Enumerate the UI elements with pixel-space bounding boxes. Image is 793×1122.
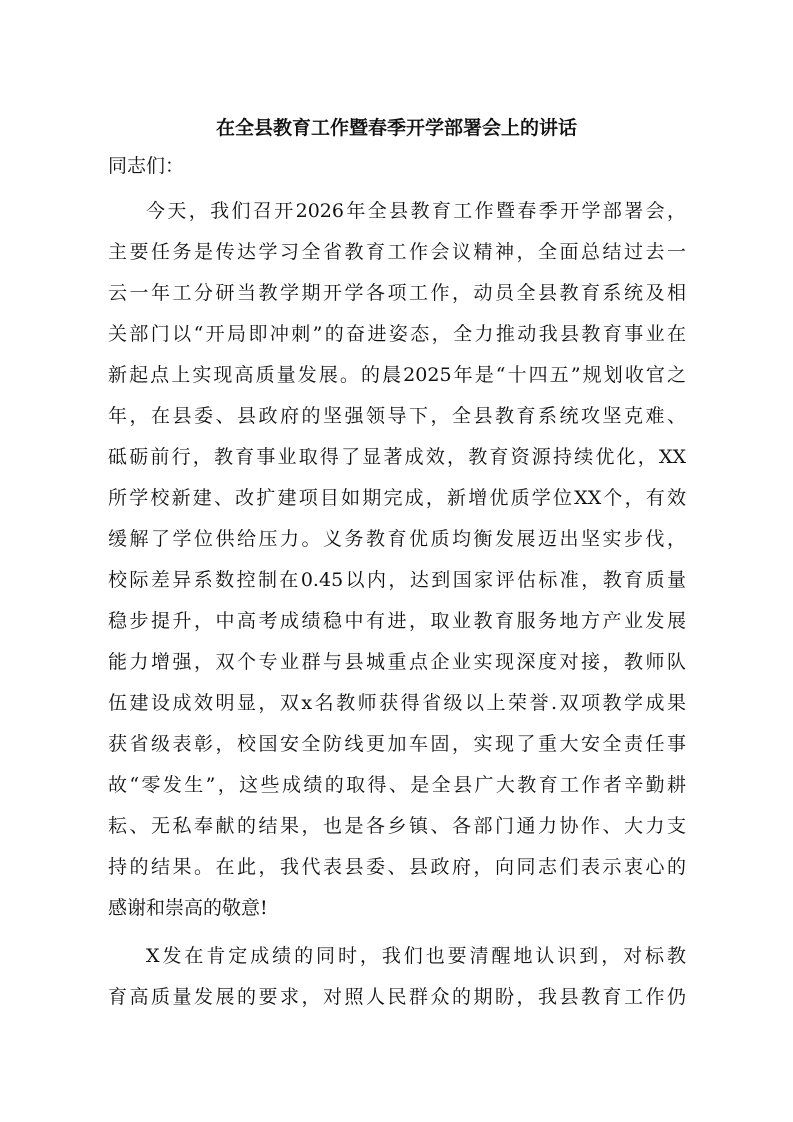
paragraph-line: 年，在县委、县政府的坚强领导下，全县教育系统攻坚克难、 <box>108 405 686 427</box>
paragraph-line: 所学校新建、改扩建项目如期完成，新增优质学位XX个，有效 <box>108 487 686 509</box>
paragraph-line: 关部门以“开局即冲刺”的奋进姿态，全力推动我县教育事业在 <box>108 323 686 345</box>
salutation: 同志们： <box>108 155 185 177</box>
document-title: 在全县教育工作暨春季开学部署会上的讲话 <box>215 117 577 139</box>
paragraph-line: 伍建设成效明显，双x名教师获得省级以上荣誉.双项教学成果 <box>108 692 686 714</box>
paragraph-line: 耘、无私奉献的结果，也是各乡镇、各部门通力协作、大力支 <box>108 815 686 837</box>
paragraph-line: X发在肯定成绩的同时，我们也要清醒地认识到，对标教 <box>146 945 686 967</box>
paragraph-line: 新起点上实现高质量发展。的晨2025年是“十四五”规划收官之 <box>108 364 686 386</box>
paragraph-line: 感谢和崇高的敬意! <box>108 897 268 919</box>
paragraph-line: 持的结果。在此，我代表县委、县政府，向同志们表示衷心的 <box>108 856 686 878</box>
paragraph-line: 今天，我们召开2026年全县教育工作暨春季开学部署会， <box>146 200 686 222</box>
paragraph-line: 稳步提升，中高考成绩稳中有进，取业教育服务地方产业发展 <box>108 610 686 632</box>
paragraph-line: 获省级表彰，校国安全防线更加车固，实现了重大安全责任事 <box>108 733 686 755</box>
paragraph-line: 缓解了学位供给压力。义务教育优质均衡发展迈出坚实步伐， <box>108 528 686 550</box>
paragraph-line: 主要任务是传达学习全省教育工作会议精神，全面总结过去一 <box>108 241 686 263</box>
paragraph-line: 能力增强，双个专业群与县城重点企业实现深度对接，教师队 <box>108 651 686 673</box>
paragraph-line: 校际差异系数控制在0.45以内，达到国家评估标准，教育质量 <box>108 569 686 591</box>
paragraph-line: 育高质量发展的要求，对照人民群众的期盼，我县教育工作仍 <box>108 986 686 1008</box>
paragraph-line: 砥砺前行，教育事业取得了显著成效，教育资源持续优化，XX <box>108 446 686 468</box>
paragraph-line: 云一年工分研当教学期开学各项工作，动员全县教育系统及相 <box>108 282 686 304</box>
paragraph-line: 故“零发生”，这些成绩的取得、是全县广大教育工作者辛勤耕 <box>108 774 686 796</box>
